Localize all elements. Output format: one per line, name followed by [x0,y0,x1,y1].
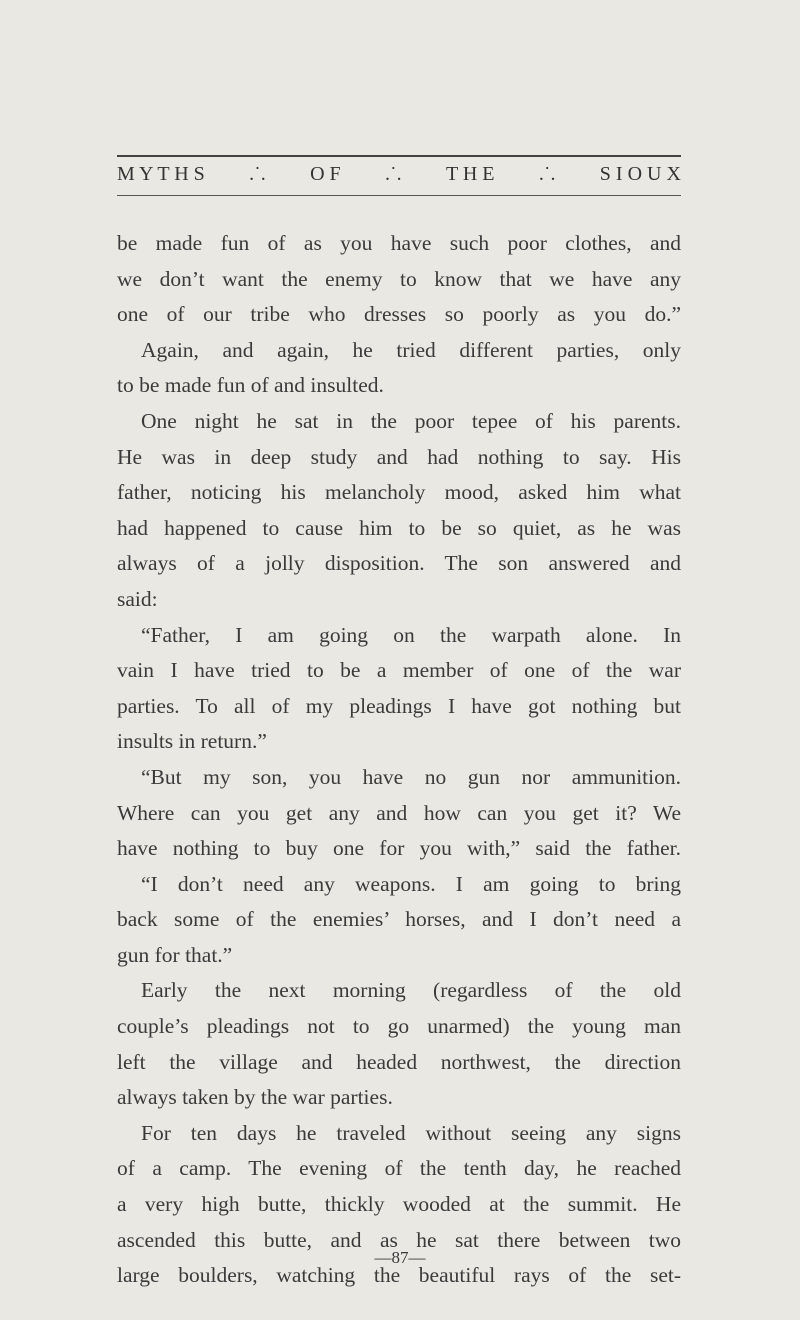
text-line: large boulders, watching the beautiful rays of the set- [117,1263,681,1288]
text-line: to be made fun of and insulted. [117,373,384,398]
text-line: of a camp. The evening of the tenth day, he reached [117,1156,681,1181]
text-line: “I don’t need any weapons. I am going to bring [141,871,681,896]
text-line: back some of the enemies’ horses, and I don’t need a [117,907,681,932]
text-line: have nothing to buy one for you with,” said the father. [117,836,681,861]
running-head-separator: .˙. [385,162,402,185]
body-text [117,226,681,1294]
text-line: always taken by the war parties. [117,1085,393,1110]
text-line: One night he sat in the poor tepee of his parents. [141,408,681,433]
text-line: one of our tribe who dresses so poorly as you do.” [117,302,681,327]
text-line: Again, and again, he tried different parties, only [141,337,681,362]
running-head-separator: .˙. [538,162,556,185]
text-line: Where can you get any and how can you get it? We [117,800,681,825]
page-number: —87— [374,1248,426,1267]
text-line: insults in return.” [117,729,267,754]
text-line: He was in deep study and had nothing to say. His [117,444,681,469]
text-line: couple’s pleadings not to go unarmed) the young man [117,1014,681,1039]
text-line: For ten days he traveled without seeing any signs [141,1120,681,1145]
running-head-word: M Y T H S [117,162,205,185]
text-line: gun for that.” [117,942,233,967]
running-head-separator: .˙. [249,162,266,185]
header-rule-top [117,155,681,157]
text-line: always of a jolly disposition. The son answered and [117,551,681,576]
text-line: “But my son, you have no gun nor ammunition. [141,764,681,789]
text-line: be made fun of as you have such poor clothes, and [117,231,681,255]
running-head-title [117,159,681,189]
running-head-word: S I O U X [599,162,681,185]
text-line: father, noticing his melancholy mood, asked him what [117,480,681,505]
text-line: vain I have tried to be a member of one of the war [117,658,681,683]
text-line: left the village and headed northwest, the direction [117,1049,681,1074]
text-line: Early the next morning (regardless of the old [141,978,681,1003]
text-line: said: [117,586,158,611]
text-line: parties. To all of my pleadings I have got nothing but [117,693,681,718]
running-head-word: T H E [445,162,495,185]
running-head-word: O F [310,162,341,185]
text-line: ascended this butte, and as he sat there between two [117,1227,681,1252]
running-header [117,155,681,196]
text-line: we don’t want the enemy to know that we have any [117,266,681,291]
text-line: had happened to cause him to be so quiet, as he was [117,515,681,540]
header-rule-bottom [117,195,681,196]
text-line: “Father, I am going on the warpath alone. In [141,622,681,647]
text-line: a very high butte, thickly wooded at the summit. He [117,1192,681,1217]
